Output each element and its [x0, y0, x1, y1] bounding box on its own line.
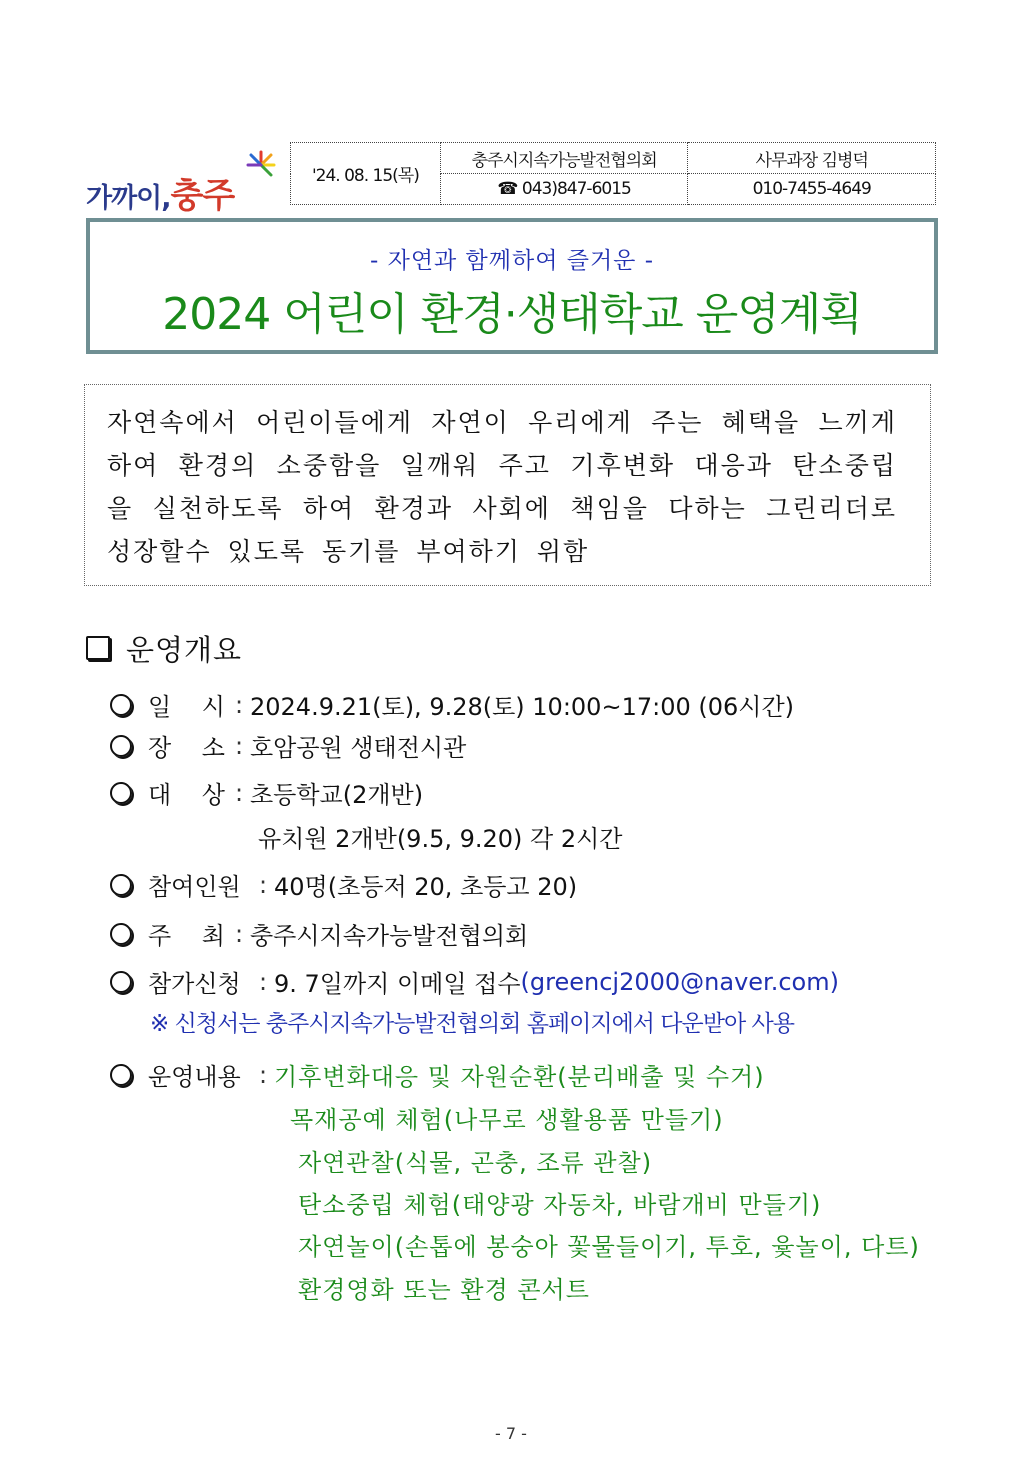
title-frame [86, 218, 938, 354]
circle-bullet-icon [110, 874, 132, 896]
date-value: 2024.9.21(토), 9.28(토) 10:00~17:00 (06시간) [250, 693, 794, 721]
phone-number: ☎ 043)847-6015 [440, 174, 688, 205]
logo-text-2: 충주 [170, 176, 235, 216]
colon: : [258, 967, 268, 996]
apply-email-link[interactable]: (greencj2000@naver.com) [520, 967, 839, 996]
circle-bullet-icon [110, 735, 132, 757]
city-logo [86, 150, 286, 216]
colon: : [234, 690, 244, 719]
colon: : [234, 919, 244, 948]
page-number: - 7 - [495, 1424, 527, 1443]
manager-name: 사무과장 김병덕 [688, 143, 936, 174]
people-label: 참여인원 [148, 873, 241, 901]
colon: : [234, 778, 244, 807]
content-item: 환경영화 또는 환경 콘서트 [298, 1276, 590, 1304]
people-value: 40명(초등저 20, 초등고 20) [274, 873, 578, 901]
mobile-number: 010-7455-4649 [688, 174, 936, 205]
content-item: 탄소중립 체험(태양광 자동차, 바람개비 만들기) [298, 1191, 822, 1219]
date-label: 일 시 [148, 693, 225, 721]
section-heading [86, 628, 242, 668]
colon: : [258, 870, 268, 899]
overview-host-row [110, 916, 528, 951]
overview-target-row [110, 775, 423, 810]
colon: : [258, 1060, 268, 1089]
target-value-2: 유치원 2개반(9.5, 9.20) 각 2시간 [258, 825, 623, 853]
target-label: 대 상 [148, 781, 225, 809]
content-item: 목재공예 체험(나무로 생활용품 만들기) [290, 1106, 724, 1134]
section-title: 운영개요 [126, 632, 243, 667]
main-title: 2024 어린이 환경·생태학교 운영계획 [162, 289, 862, 340]
purpose-box [84, 384, 931, 586]
content-item: 기후변화대응 및 자원순환(분리배출 및 수거) [274, 1063, 765, 1091]
overview-apply-row [110, 964, 839, 999]
content-item: 자연놀이(손톱에 봉숭아 꽃물들이기, 투호, 윷놀이, 다트) [298, 1233, 920, 1261]
overview-content-row [110, 1057, 765, 1092]
circle-bullet-icon [110, 782, 132, 804]
target-value: 초등학교(2개반) [250, 781, 424, 809]
overview-date-row [110, 687, 794, 722]
sunburst-icon [246, 150, 276, 180]
overview-place-row [110, 728, 466, 763]
document-info-table [290, 142, 936, 205]
host-label: 주 최 [148, 922, 225, 950]
host-value: 충주시지속가능발전협의회 [250, 922, 529, 950]
content-item: 자연관찰(식물, 곤충, 조류 관찰) [298, 1149, 653, 1177]
logo-wordmark [86, 168, 234, 217]
apply-label: 참가신청 [148, 970, 241, 998]
place-value: 호암공원 생태전시관 [250, 734, 467, 762]
circle-bullet-icon [110, 971, 132, 993]
overview-people-row [110, 867, 577, 902]
purpose-text: 자연속에서 어린이들에게 자연이 우리에게 주는 혜택을 느끼게 하여 환경의 소중함을 일깨워 주고 기후변화 대응과 탄소중립을 실천하도록 하여 환경과 사회에 책임을 다하는 그린리더로 성장할수 있도록 동기를 부여하기 위함 [107, 408, 897, 566]
circle-bullet-icon [110, 923, 132, 945]
circle-bullet-icon [110, 1064, 132, 1086]
apply-note: ※ 신청서는 충주시지속가능발전협의회 홈페이지에서 다운받아 사용 [150, 1011, 794, 1037]
content-label: 운영내용 [148, 1063, 241, 1091]
apply-value: 9. 7일까지 이메일 접수 [274, 970, 521, 998]
logo-text-1: 가까이, [86, 183, 171, 214]
circle-bullet-icon [110, 694, 132, 716]
organization-name: 충주시지속가능발전협의회 [440, 143, 688, 174]
checkbox-icon [86, 636, 110, 660]
colon: : [234, 731, 244, 760]
place-label: 장 소 [148, 734, 225, 762]
document-date: '24. 08. 15(목) [291, 143, 441, 205]
subtitle: - 자연과 함께하여 즐거운 - [369, 248, 655, 274]
